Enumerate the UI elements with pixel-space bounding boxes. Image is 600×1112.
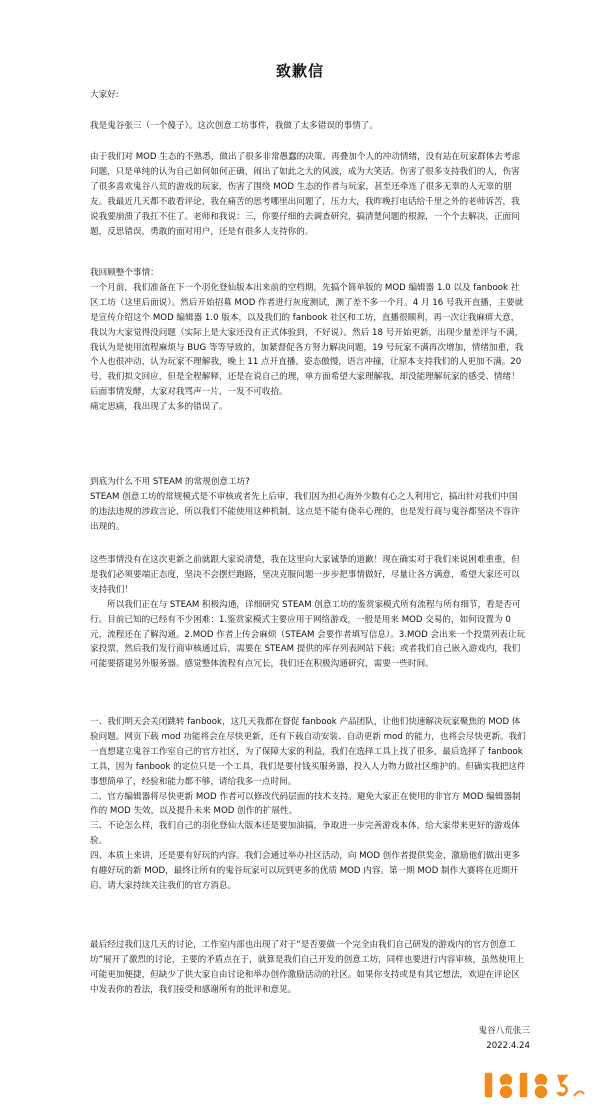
intro-block: [90, 119, 526, 134]
plan-item-1: 一、我们明天会关闭跳转 fanbook，这几天我都在督促 fanbook 产品团队，让他们快速解决玩家聚焦的 MOD 体验问题。网页下载 mod 功能将会在尽快更新，还有下载自动安装、自动更新 mod 的能力，也将会尽快更新。我们一直想建立鬼谷工作室自己的官方社区，为了保障大家的利益，我们在选择工具上找了很多，最后选择了 fanbook 工具，因为 fanbook 的定位只是一个工具，我们是要付钱买服务器，投入人力物力做社区维护的。但确实我把这件事想简单了，经验和能力都不够，请给我多一点时间。: [90, 717, 526, 787]
plan-section: [90, 715, 526, 894]
closing-paragraph: 最后经过我们这几天的讨论，工作室内部也出现了对于“是否要做一个完全由我们自己研发的游戏内的官方创意工坊”展开了激烈的讨论，主要的矛盾点在于，就算是我们自己开发的创意工坊，同样也要进行内容审核，虽然使用上可能更加便捷，但缺少了供大家自由讨论和举办创作激励活动的社区。如果你支持或是有其它想法，欢迎在评论区中发表你的看法，我们接受和感谢所有的批评和意见。: [90, 940, 525, 995]
review-heading: 我回顾整个事情：: [90, 268, 159, 278]
signature-block: [478, 1024, 530, 1054]
watermark-logo: [478, 1066, 588, 1106]
greeting-block: [90, 88, 526, 103]
apology-paragraph: 由于我们对 MOD 生态的不熟悉，做出了很多非常愚蠢的决策。再叠加个人的冲动情绪，没有站在玩家群体去考虑问题，只是单纯的认为自己如何如何正确，闹出了如此之大的风波，成为大笑话。伤害了很多支持我们的人，伤害了很多喜欢鬼谷八荒的游戏的玩家，伤害了围绕 MOD 生态的作者与玩家，甚至还牵连了很多无辜的人无辜的朋友。我最近几天都不敢看评论，我在痛苦的思考哪里出问题了，压力大，我昨晚打电话给千里之外的老师诉苦，我说我要崩溃了我扛不住了。老师和我说：三，你要仔细的去调查研究，搞清楚问题的根源，一个个去解决，正面问题，反思错误，勇敢的面对用户，还是有很多人支持你的。: [90, 152, 521, 237]
watermark-18183-icon: [478, 1066, 588, 1106]
review-section: [90, 266, 526, 415]
closing-section: [90, 938, 526, 998]
steam-communication-paragraph: 所以我们正在与 STEAM 积极沟通，详细研究 STEAM 创意工坊的鉴赏家模式所有流程与所有细节，看是否可行。目前已知的已经有不少困难：1.鉴赏家模式主要应用于网络游戏，一般是用来 MOD 交易的，如何设置为 0 元，流程还在了解沟通。2.MOD 作者上传会麻烦（STEAM 会要作者填写信息）。3.MOD 会出来一个投票列表让玩家投票，然后我们发行商审核通过后，需要在 STEAM 提供的库存列表网站下载；或者我们自己嵌入游戏内，我们可能要搭建另外服务器。感觉整体流程有点冗长，我们还在积极沟通研究，需要一些时间。: [90, 599, 526, 670]
next-steps-section: [90, 553, 526, 672]
steam-question: 到底为什么不用 STEAM 的常规创意工坊?: [90, 477, 250, 487]
steam-answer: STEAM 创意工坊的常规模式是不审核或者先上后审，我们因为担心海外少数有心之人利用它，搞出针对我们中国的违法违规的涉政言论，所以我们不能使用这种机制，这点是不能有侥幸心理的，也是发行商与鬼谷都坚决不容许出现的。: [90, 491, 520, 532]
greeting: 大家好:: [90, 90, 119, 100]
signature-name: 鬼谷八荒张三: [478, 1026, 530, 1036]
plan-item-3: 三、不论怎么样，我们自己的羽化登仙大版本还是要加油搞，争取进一步完善游戏本体，给大家带来更好的游戏体验。: [90, 821, 520, 847]
review-paragraph: 一个月前，我们准备在下一个羽化登仙版本出来前的空档期，先搞个简单版的 MOD 编辑器 1.0 以及 fanbook 社区工坊（这里后面说）。然后开始招募 MOD 作者进行灰度测试，测了差不多一个月。4 月 16 号我开直播，主要就是宣传介绍这个 MOD 编辑器 1.0 版本，以及我们的 fanbook 社区和工坊，直播很顺利，再一次让我麻痹大意，我以为大家觉得没问题（实际上是大家还没有正式体验到，不好说）。然后 18 号开始更新，出现少量差评与不满，我认为是使用流程麻烦与 BUG 等等导致的，加紧督促各方努力解决问题，19 号玩家不满再次增加，情绪加重，我个人也很冲动，认为玩家不理解我，晚上 11 点开直播，姿态傲慢，语言冲撞，让原本支持我们的人更加不满。20 号，我们拟文回应，但是全程解释，还是在说自己的理，单方面希望大家理解我，却没能理解玩家的感受、情绪！后面事情发酵，大家对我骂声一片，一发不可收拾。: [90, 282, 524, 398]
plan-item-2: 二、官方编辑器将尽快更新 MOD 作者可以修改代码层面的技术支持。避免大家正在使用的非官方 MOD 编辑器制作的 MOD 失效，以及提升未来 MOD 创作的扩展性。: [90, 791, 521, 817]
letter-title: 致歉信: [275, 62, 324, 80]
plan-item-4: 四、本质上来讲，还是要有好玩的内容。我们会通过举办社区活动，向 MOD 创作者提供奖金，激励他们做出更多有趣好玩的新 MOD，最终让所有的鬼谷玩家可以玩到更多的优质 MOD 内容。第一期 MOD 制作大赛将在近期开启，请大家持续关注我们的官方消息。: [90, 851, 521, 891]
commitment-paragraph: 这些事情没有在这次更新之前就跟大家说清楚，我在这里向大家诚挚的道歉！现在确实对于我们来说困难重重，但是我们必须要端正态度，坚决不会摆烂跑路，坚决克服问题一步步把事情做好，尽量让各方满意，希望大家还可以支持我们！: [90, 555, 520, 595]
steam-section: [90, 475, 526, 535]
intro-paragraph: 我是鬼谷张三（一个傻子）。这次创意工坊事件，我做了太多错误的事情了。: [90, 121, 378, 131]
review-conclusion: 痛定思痛，我出现了太多的错误了。: [90, 402, 228, 413]
paragraph-apology: [90, 150, 526, 239]
signature-date: 2022.4.24: [486, 1041, 530, 1051]
